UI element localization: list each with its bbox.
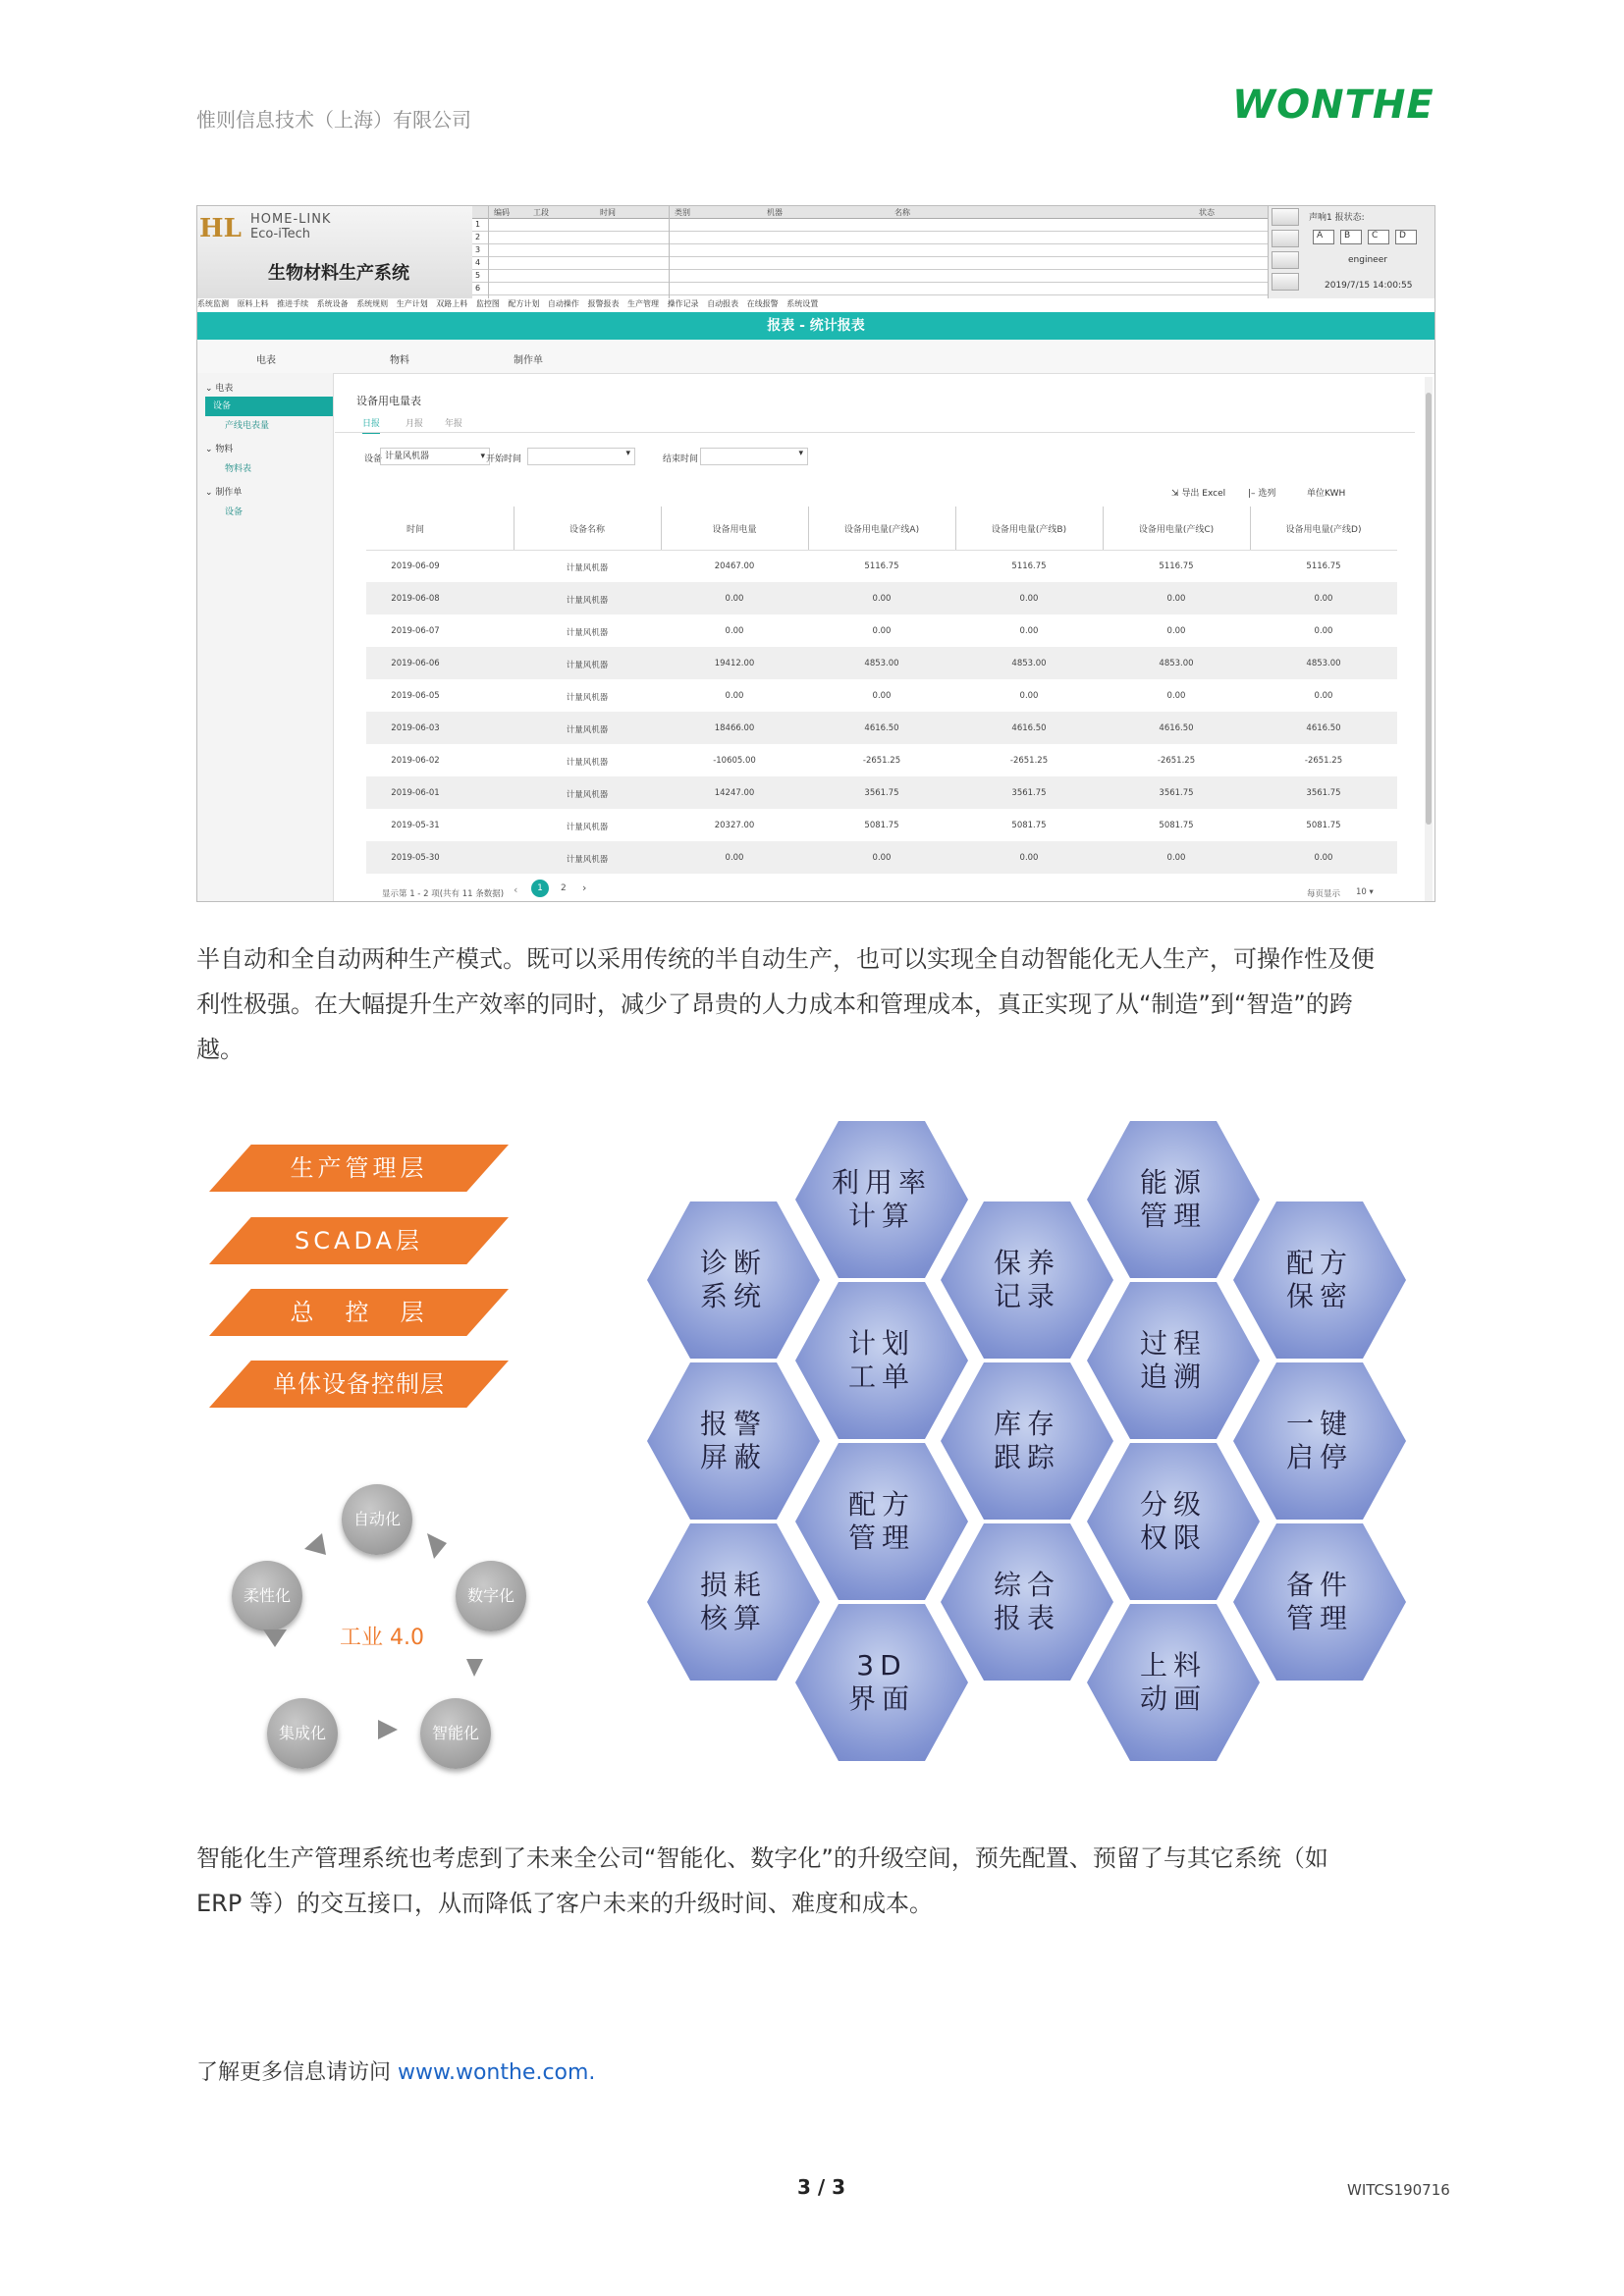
table-cell: -2651.25	[1009, 756, 1049, 766]
paragraph-2-line: 智能化生产管理系统也考虑到了未来全公司“智能化、数字化”的升级空间，预先配置、预留了与其它系统（如	[196, 1844, 1328, 1872]
table-cell: -10605.00	[713, 756, 756, 766]
table-cell: -2651.25	[1304, 756, 1343, 766]
menu-item[interactable]: 自动操作	[547, 299, 579, 308]
sidebar-group-meter[interactable]: ⌄ 电表	[205, 384, 234, 394]
grid-row[interactable]: 3	[472, 244, 1268, 257]
table-cell: 0.00	[1314, 691, 1333, 701]
table-cell: 计量风机器	[566, 725, 609, 735]
table-cell: 4616.50	[1159, 723, 1194, 733]
hex-recipe-management-label: 配方 管理	[847, 1488, 915, 1554]
table-cell: 18466.00	[714, 723, 755, 733]
paragraph-2	[196, 1836, 1453, 1926]
page-1-button[interactable]: 1	[531, 880, 549, 897]
unit-label: 单位KWH	[1307, 489, 1346, 499]
hex-maintenance-label: 保养 记录	[993, 1247, 1060, 1312]
hex-diagnosis-label: 诊断 系统	[699, 1247, 767, 1312]
menu-item[interactable]: 自动报表	[707, 299, 739, 308]
hex-loss-label: 损耗 核算	[699, 1569, 767, 1634]
table-cell: 0.00	[1166, 594, 1186, 604]
menu-item[interactable]: 系统规则	[356, 299, 389, 308]
user-icon[interactable]	[1272, 251, 1299, 269]
sidebar-item-device-2[interactable]: 设备	[225, 507, 244, 517]
th-line-d: 设备用电量(产线D)	[1285, 525, 1362, 535]
app-menu-bar	[197, 298, 1435, 312]
th-line-c: 设备用电量(产线C)	[1138, 525, 1215, 535]
menu-item[interactable]: 原料上料	[237, 299, 269, 308]
hex-alarm-mask-label: 报警 屏蔽	[699, 1408, 767, 1473]
tab-work-order[interactable]: 制作单	[514, 355, 543, 366]
status-box-c[interactable]: C	[1368, 230, 1389, 244]
website-link[interactable]: www.wonthe.com.	[398, 2060, 596, 2085]
layer-master-control: 总 控 层	[209, 1289, 509, 1336]
start-time-select[interactable]	[527, 448, 635, 465]
grid-row[interactable]: 5	[472, 270, 1268, 283]
report-title: 设备用电量表	[356, 395, 421, 407]
status-box-b[interactable]: B	[1340, 230, 1362, 244]
table-cell: 4853.00	[1011, 659, 1047, 668]
table-cell: 3561.75	[1306, 788, 1341, 798]
table-cell: 2019-06-01	[391, 788, 440, 798]
app-brand	[197, 206, 473, 298]
table-cell: 14247.00	[714, 788, 755, 798]
grid-col: 时间	[600, 208, 616, 217]
speaker-icon[interactable]	[1272, 208, 1299, 226]
paragraph-1	[196, 936, 1453, 1072]
hex-trace-label: 过程 追溯	[1139, 1327, 1207, 1393]
table-row[interactable]	[366, 712, 1397, 744]
hex-3d-label: 3D 界面	[847, 1649, 915, 1715]
report-banner: 报表 - 统计报表	[197, 312, 1435, 340]
hex-work-order-label: 计划 工单	[847, 1327, 915, 1393]
table-cell: 0.00	[1314, 594, 1333, 604]
menu-item[interactable]: 生产管理	[627, 299, 660, 308]
table-cell: 2019-06-06	[391, 659, 440, 668]
grid-row[interactable]: 6	[472, 283, 1268, 295]
layer-production-management: 生产管理层	[209, 1145, 509, 1192]
clock-icon[interactable]	[1272, 273, 1299, 291]
paragraph-1-line: 半自动和全自动两种生产模式。既可以采用传统的半自动生产，也可以实现全自动智能化无人生产，可操作性及便	[196, 945, 1375, 973]
table-cell: 5116.75	[1306, 561, 1341, 571]
chevron-down-icon: ⌄	[205, 488, 216, 498]
menu-item[interactable]: 系统设备	[316, 299, 349, 308]
document-id: WITCS190716	[1347, 2181, 1450, 2199]
sidebar-group-material[interactable]: ⌄ 物料	[205, 445, 234, 454]
th-line-b: 设备用电量(产线B)	[991, 525, 1067, 535]
table-row[interactable]	[366, 776, 1397, 809]
page-size-label: 每页显示	[1307, 889, 1341, 899]
table-cell: 2019-06-07	[391, 626, 440, 636]
tab-meter[interactable]: 电表	[256, 355, 276, 366]
export-icon: ⇲	[1171, 489, 1182, 499]
prev-page-icon[interactable]: ‹	[514, 883, 518, 896]
table-cell: 2019-06-08	[391, 594, 440, 604]
table-cell: -2651.25	[1157, 756, 1196, 766]
table-cell: 0.00	[1314, 626, 1333, 636]
cycle-node-intelligence: 智能化	[420, 1698, 491, 1769]
paragraph-1-line: 越。	[196, 1036, 244, 1063]
tab-material[interactable]: 物料	[390, 355, 409, 366]
table-cell: 3561.75	[1011, 788, 1047, 798]
table-cell: 0.00	[872, 626, 892, 636]
hex-reports-label: 综合 报表	[993, 1569, 1060, 1634]
current-user: engineer	[1348, 255, 1387, 265]
menu-item[interactable]: 操作记录	[667, 299, 699, 308]
th-time: 时间	[406, 525, 424, 535]
menu-item[interactable]: 推进手续	[277, 299, 309, 308]
table-cell: 4853.00	[1159, 659, 1194, 668]
hex-utilization-label: 利用率 计算	[831, 1166, 932, 1232]
start-time-label: 开始时间	[486, 454, 522, 464]
grid-col: 名称	[894, 208, 910, 217]
table-cell: 20327.00	[714, 821, 755, 830]
table-cell: 0.00	[1314, 853, 1333, 863]
table-cell: 4616.50	[1011, 723, 1047, 733]
table-cell: 0.00	[872, 691, 892, 701]
scrollbar-thumb[interactable]	[1426, 393, 1432, 825]
table-cell: 5116.75	[1159, 561, 1194, 571]
grid-col: 工段	[533, 208, 549, 217]
app-header	[197, 206, 1435, 299]
menu-item[interactable]: 配方计划	[508, 299, 540, 308]
table-cell: 计量风机器	[566, 596, 609, 606]
sidebar-item-device[interactable]: 设备	[205, 397, 333, 416]
table-cell: 0.00	[1019, 626, 1039, 636]
menu-item[interactable]: 在线报警	[746, 299, 779, 308]
hex-energy-label: 能源 管理	[1139, 1166, 1207, 1232]
table-cell: 2019-06-09	[391, 561, 440, 571]
menu-item[interactable]: 生产计划	[396, 299, 428, 308]
layer-scada: SCADA层	[209, 1217, 509, 1264]
paragraph-1-line: 利性极强。在大幅提升生产效率的同时，减少了昂贵的人力成本和管理成本，真正实现了从“制造”到“智造”的跨	[196, 990, 1353, 1018]
table-cell: 0.00	[872, 594, 892, 604]
table-row[interactable]	[366, 614, 1397, 647]
th-consumption: 设备用电量	[712, 525, 757, 535]
table-cell: 5081.75	[1306, 821, 1341, 830]
status-grid-header	[472, 206, 1268, 219]
table-cell: 5116.75	[864, 561, 899, 571]
report-sidebar	[197, 373, 334, 901]
table-cell: 4616.50	[864, 723, 899, 733]
cycle-arrows	[226, 1472, 520, 1787]
table-cell: 0.00	[1166, 853, 1186, 863]
table-cell: 3561.75	[1159, 788, 1194, 798]
paragraph-2-line: ERP 等）的交互接口，从而降低了客户未来的升级时间、难度和成本。	[196, 1890, 933, 1917]
device-select[interactable]: 计量风机器 ▾	[380, 448, 490, 465]
cycle-node-flexibility: 柔性化	[232, 1561, 302, 1631]
table-row[interactable]	[366, 744, 1397, 776]
tab-monthly[interactable]: 月报	[406, 419, 424, 429]
menu-item[interactable]: 系统监测	[197, 299, 229, 308]
table-cell: 5081.75	[1159, 821, 1194, 830]
table-cell: 20467.00	[714, 561, 755, 571]
table-cell: 0.00	[872, 853, 892, 863]
table-cell: 4853.00	[1306, 659, 1341, 668]
arrow-icon	[263, 1629, 287, 1647]
grid-col: 状态	[1199, 208, 1215, 217]
pagination-info: 显示第 1 - 2 项(共有 11 条数据)	[382, 889, 505, 899]
export-excel-button[interactable]: ⇲ 导出 Excel	[1171, 489, 1226, 499]
hex-inventory-label: 库存 跟踪	[993, 1408, 1060, 1473]
table-cell: 2019-05-31	[391, 821, 440, 830]
grid-row[interactable]: 4	[472, 257, 1268, 270]
chevron-down-icon: ⌄	[205, 384, 216, 394]
chevron-down-icon: ⌄	[205, 445, 216, 454]
th-device: 设备名称	[568, 525, 605, 535]
table-cell: 19412.00	[714, 659, 755, 668]
current-datetime: 2019/7/15 14:00:55	[1325, 281, 1413, 291]
table-cell: 计量风机器	[566, 823, 609, 832]
chevron-down-icon: ▾	[798, 449, 803, 458]
brand-line1: HOME-LINK	[250, 212, 332, 227]
hex-one-key-label: 一键 启停	[1285, 1408, 1353, 1473]
table-cell: 0.00	[725, 691, 744, 701]
table-cell: 计量风机器	[566, 758, 609, 768]
table-cell: 0.00	[725, 594, 744, 604]
table-cell: 5116.75	[1011, 561, 1047, 571]
chevron-down-icon: ▾	[625, 449, 630, 458]
arrow-icon	[466, 1659, 483, 1677]
table-cell: 0.00	[1166, 626, 1186, 636]
table-row[interactable]	[366, 679, 1397, 712]
cycle-node-automation: 自动化	[342, 1484, 412, 1555]
hex-loading-animation-label: 上料 动画	[1139, 1649, 1207, 1715]
status-grid	[472, 206, 1269, 298]
sidebar-group-work-order[interactable]: ⌄ 制作单	[205, 488, 243, 498]
grid-col: 机器	[767, 208, 783, 217]
table-cell: 0.00	[1019, 594, 1039, 604]
table-row[interactable]	[366, 550, 1397, 582]
table-cell: 2019-05-30	[391, 853, 440, 863]
hex-recipe-secret-label: 配方 保密	[1285, 1247, 1353, 1312]
grid-row[interactable]: 2	[472, 232, 1268, 244]
alarm-icon[interactable]	[1272, 230, 1299, 247]
table-cell: 计量风机器	[566, 563, 609, 573]
report-table-body	[366, 507, 1397, 885]
company-name: 惟则信息技术（上海）有限公司	[196, 108, 471, 132]
columns-icon: |–	[1248, 489, 1259, 499]
hex-spare-parts-label: 备件 管理	[1285, 1569, 1353, 1634]
hex-permissions-label: 分级 权限	[1139, 1488, 1207, 1554]
page-size-select[interactable]: 10 ▾	[1356, 887, 1374, 897]
table-row[interactable]	[366, 582, 1397, 614]
table-row[interactable]	[366, 809, 1397, 841]
tab-daily[interactable]: 日报	[362, 416, 380, 434]
grid-col: 编码	[494, 208, 510, 217]
table-cell: 计量风机器	[566, 661, 609, 670]
page-2-button[interactable]: 2	[561, 883, 567, 893]
alarm-status-label: 声响1 报状态:	[1309, 213, 1365, 223]
menu-item[interactable]: 系统设置	[786, 299, 819, 308]
table-cell: 0.00	[725, 853, 744, 863]
table-cell: 0.00	[725, 626, 744, 636]
arrow-icon	[304, 1533, 326, 1555]
table-cell: 0.00	[1019, 691, 1039, 701]
brand-line2: Eco-iTech	[250, 227, 310, 241]
menu-item[interactable]: 双路上料	[436, 299, 468, 308]
top-tabs	[197, 340, 1435, 374]
table-cell: 计量风机器	[566, 855, 609, 865]
table-cell: 5081.75	[864, 821, 899, 830]
table-cell: 5081.75	[1011, 821, 1047, 830]
end-time-select[interactable]	[700, 448, 808, 465]
table-cell: -2651.25	[862, 756, 901, 766]
brand-logo-icon: HL	[199, 214, 242, 243]
table-cell: 3561.75	[864, 788, 899, 798]
next-page-icon[interactable]: ›	[582, 881, 587, 894]
sidebar-item-line-meter[interactable]: 产线电表量	[225, 421, 270, 431]
cycle-node-integration: 集成化	[267, 1698, 338, 1769]
status-box-a[interactable]: A	[1313, 230, 1334, 244]
table-row[interactable]	[366, 841, 1397, 874]
table-cell: 4853.00	[864, 659, 899, 668]
page-number: 3 / 3	[797, 2175, 846, 2199]
table-header	[366, 507, 1397, 551]
device-filter-label: 设备	[364, 454, 383, 464]
table-cell: 2019-06-02	[391, 756, 440, 766]
sidebar-item-material-table[interactable]: 物料表	[225, 464, 252, 474]
arrow-icon	[378, 1720, 398, 1739]
tab-yearly[interactable]: 年报	[445, 419, 463, 429]
footer-info: 了解更多信息请访问 www.wonthe.com.	[196, 2060, 596, 2085]
table-cell: 计量风机器	[566, 628, 609, 638]
choose-columns-button[interactable]: |– 选列	[1248, 489, 1276, 499]
status-box-d[interactable]: D	[1395, 230, 1417, 244]
table-cell: 0.00	[1166, 691, 1186, 701]
cycle-node-digitalization: 数字化	[456, 1561, 526, 1631]
table-cell: 2019-06-05	[391, 691, 440, 701]
table-cell: 2019-06-03	[391, 723, 440, 733]
table-cell: 计量风机器	[566, 790, 609, 800]
layer-device-control: 单体设备控制层	[209, 1361, 509, 1408]
table-row[interactable]	[366, 647, 1397, 679]
status-panel	[1270, 206, 1435, 298]
th-line-a: 设备用电量(产线A)	[843, 525, 920, 535]
wonthe-logo: WONTHE	[1232, 82, 1435, 128]
table-cell: 计量风机器	[566, 693, 609, 703]
chevron-down-icon: ▾	[480, 452, 485, 461]
menu-item[interactable]: 监控图	[475, 299, 500, 308]
app-screenshot	[196, 205, 1435, 902]
table-cell: 4616.50	[1306, 723, 1341, 733]
end-time-label: 结束时间	[663, 454, 699, 464]
cycle-center-label: 工业 4.0	[340, 1626, 424, 1650]
table-cell: 0.00	[1019, 853, 1039, 863]
arrow-icon	[427, 1533, 447, 1559]
menu-item[interactable]: 报警报表	[587, 299, 620, 308]
grid-row[interactable]: 1	[472, 219, 1268, 232]
grid-col: 类别	[675, 208, 690, 217]
app-title: 生物材料生产系统	[268, 263, 409, 284]
